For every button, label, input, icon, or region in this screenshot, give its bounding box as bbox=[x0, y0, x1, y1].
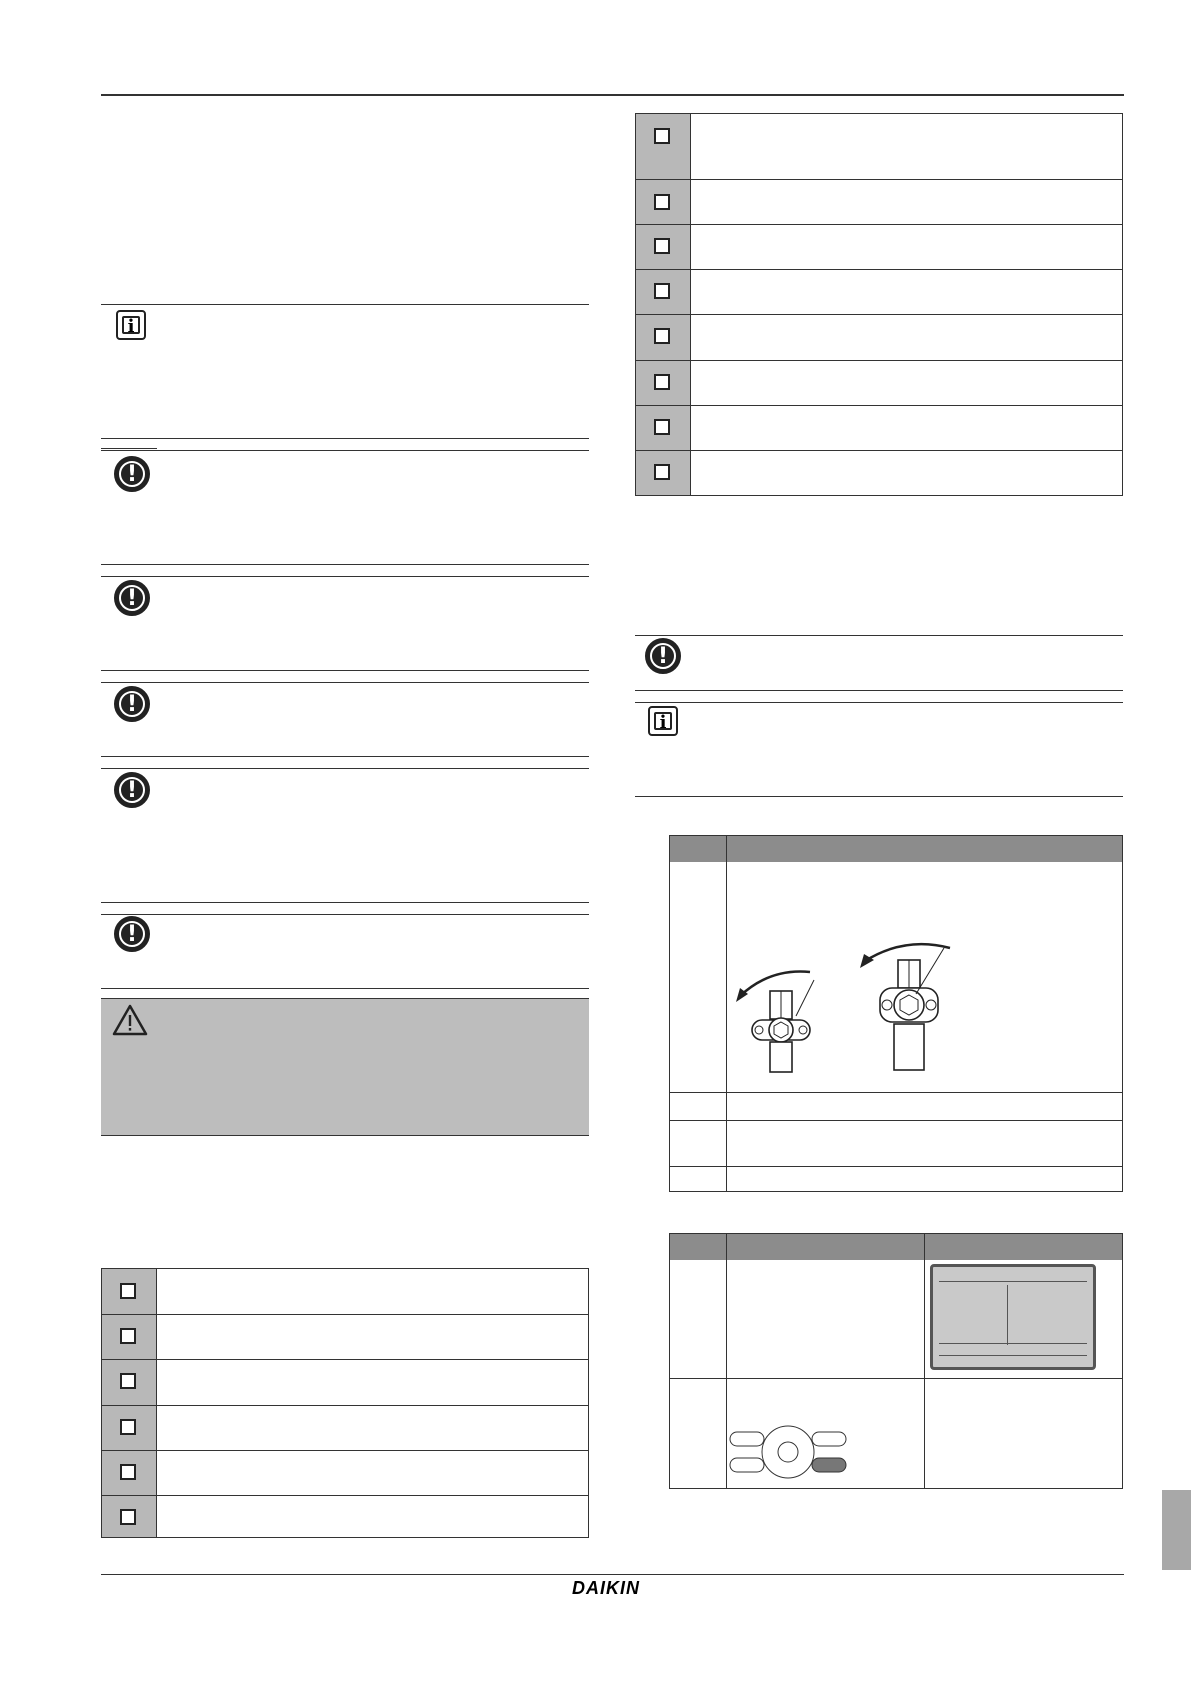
warning-box bbox=[101, 998, 589, 1136]
checkbox[interactable] bbox=[654, 194, 670, 210]
section-tab bbox=[1162, 1490, 1191, 1570]
display-line bbox=[939, 1355, 1087, 1356]
notice-box-rule bbox=[635, 690, 1123, 691]
notice-box-rule bbox=[101, 902, 589, 903]
checkbox[interactable] bbox=[654, 464, 670, 480]
info-icon: i bbox=[648, 706, 678, 736]
checkbox[interactable] bbox=[654, 419, 670, 435]
notice-icon: ! bbox=[114, 456, 150, 492]
row-divider bbox=[636, 224, 1123, 225]
row-divider bbox=[102, 1359, 589, 1360]
checkbox[interactable] bbox=[120, 1373, 136, 1389]
user-interface-display bbox=[930, 1264, 1096, 1370]
left-checklist bbox=[101, 1268, 589, 1538]
notice-box-rule bbox=[101, 768, 589, 769]
checkbox[interactable] bbox=[654, 374, 670, 390]
row-divider bbox=[670, 1166, 1122, 1167]
controller-table bbox=[669, 1233, 1123, 1489]
table-header bbox=[670, 1234, 1122, 1260]
daikin-logo: DAIKIN bbox=[572, 1578, 640, 1598]
row-divider bbox=[670, 1120, 1122, 1121]
row-divider bbox=[636, 314, 1123, 315]
checkbox[interactable] bbox=[654, 238, 670, 254]
notice-icon: ! bbox=[114, 772, 150, 808]
info-box-top-rule bbox=[635, 702, 1123, 703]
row-divider bbox=[636, 360, 1123, 361]
column-divider bbox=[726, 1234, 727, 1488]
notice-box-rule bbox=[101, 988, 589, 989]
row-divider bbox=[102, 1314, 589, 1315]
info-icon: i bbox=[116, 310, 146, 340]
notice-box-rule bbox=[101, 914, 589, 915]
valve-table bbox=[669, 835, 1123, 1192]
row-divider bbox=[670, 1378, 1122, 1379]
right-checklist bbox=[635, 113, 1123, 496]
notice-box-rule bbox=[101, 450, 589, 451]
row-divider bbox=[636, 179, 1123, 180]
notice-box-rule bbox=[101, 670, 589, 671]
divider bbox=[101, 448, 157, 449]
row-divider bbox=[636, 405, 1123, 406]
footer-rule bbox=[101, 1574, 1124, 1575]
row-divider bbox=[636, 450, 1123, 451]
notice-icon: ! bbox=[114, 686, 150, 722]
column-divider bbox=[924, 1234, 925, 1488]
header-rule bbox=[101, 94, 1124, 96]
notice-icon: ! bbox=[114, 916, 150, 952]
info-box-top-rule bbox=[101, 304, 589, 305]
notice-box-rule bbox=[101, 576, 589, 577]
notice-box-rule bbox=[101, 682, 589, 683]
checklist-column bbox=[102, 1269, 157, 1537]
warning-icon bbox=[112, 1004, 148, 1036]
checkbox[interactable] bbox=[654, 328, 670, 344]
notice-box-rule bbox=[101, 564, 589, 565]
table-header bbox=[670, 836, 1122, 862]
notice-box-rule bbox=[635, 635, 1123, 636]
row-divider bbox=[670, 1092, 1122, 1093]
notice-box-rule bbox=[101, 756, 589, 757]
stop-valve-opening-diagram bbox=[730, 936, 990, 1086]
checkbox[interactable] bbox=[120, 1509, 136, 1525]
display-line bbox=[1007, 1285, 1008, 1345]
checkbox[interactable] bbox=[120, 1419, 136, 1435]
info-box-bottom-rule bbox=[635, 796, 1123, 797]
checkbox[interactable] bbox=[120, 1283, 136, 1299]
display-line bbox=[939, 1281, 1087, 1282]
checkbox[interactable] bbox=[654, 283, 670, 299]
notice-icon: ! bbox=[645, 638, 681, 674]
checkbox[interactable] bbox=[120, 1464, 136, 1480]
display-line bbox=[939, 1343, 1087, 1344]
column-divider bbox=[726, 836, 727, 1191]
row-divider bbox=[102, 1405, 589, 1406]
checkbox[interactable] bbox=[120, 1328, 136, 1344]
row-divider bbox=[636, 269, 1123, 270]
row-divider bbox=[102, 1450, 589, 1451]
info-box-bottom-rule bbox=[101, 438, 589, 439]
checkbox[interactable] bbox=[654, 128, 670, 144]
user-interface-buttons bbox=[728, 1424, 848, 1480]
checklist-column bbox=[636, 114, 691, 495]
row-divider bbox=[102, 1495, 589, 1496]
notice-icon: ! bbox=[114, 580, 150, 616]
